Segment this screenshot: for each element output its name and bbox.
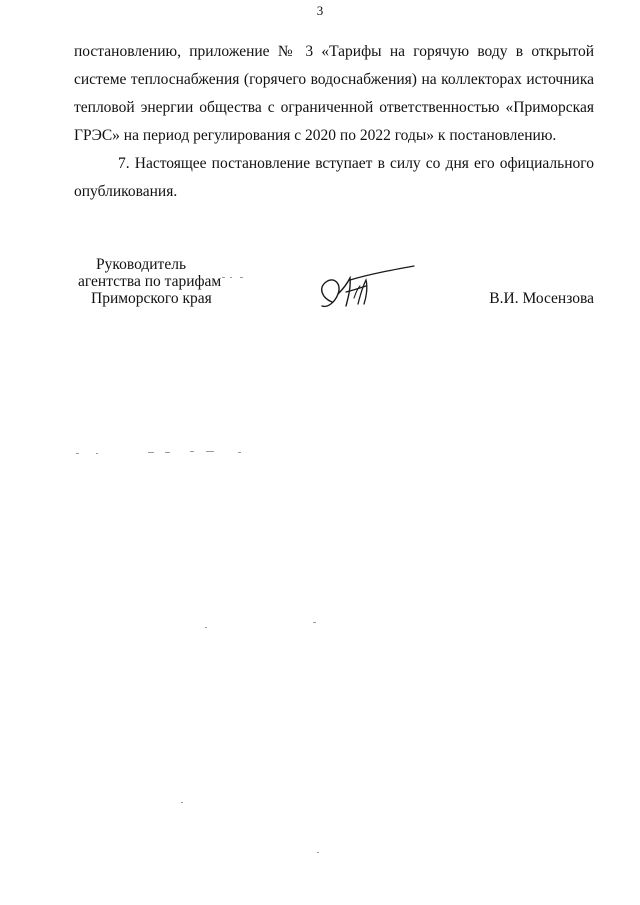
signatory-title-line: агентства по тарифам (78, 273, 222, 290)
text-line: опубликования. (74, 183, 178, 200)
text-line: ГРЭС» на период регулирования с 2020 по 2022 годы» к постановлению. (74, 127, 557, 144)
text-line: системе теплоснабжения (горячего водоснабжения) на коллекторах источника (74, 71, 594, 88)
signatory-title-line: Приморского края (91, 290, 212, 307)
handwritten-signature (310, 258, 420, 318)
signatory-name: В.И. Мосензова (489, 290, 594, 307)
signatory-title-line: Руководитель (96, 256, 187, 273)
text-line: тепловой энергии общества с ограниченной ответственностью «Приморская (74, 99, 594, 116)
page-number: 3 (316, 3, 324, 18)
text-line: постановлению, приложение № 3 «Тарифы на горячую воду в открытой (74, 43, 594, 60)
text-line: 7. Настоящее постановление вступает в силу со дня его официального (118, 155, 594, 172)
